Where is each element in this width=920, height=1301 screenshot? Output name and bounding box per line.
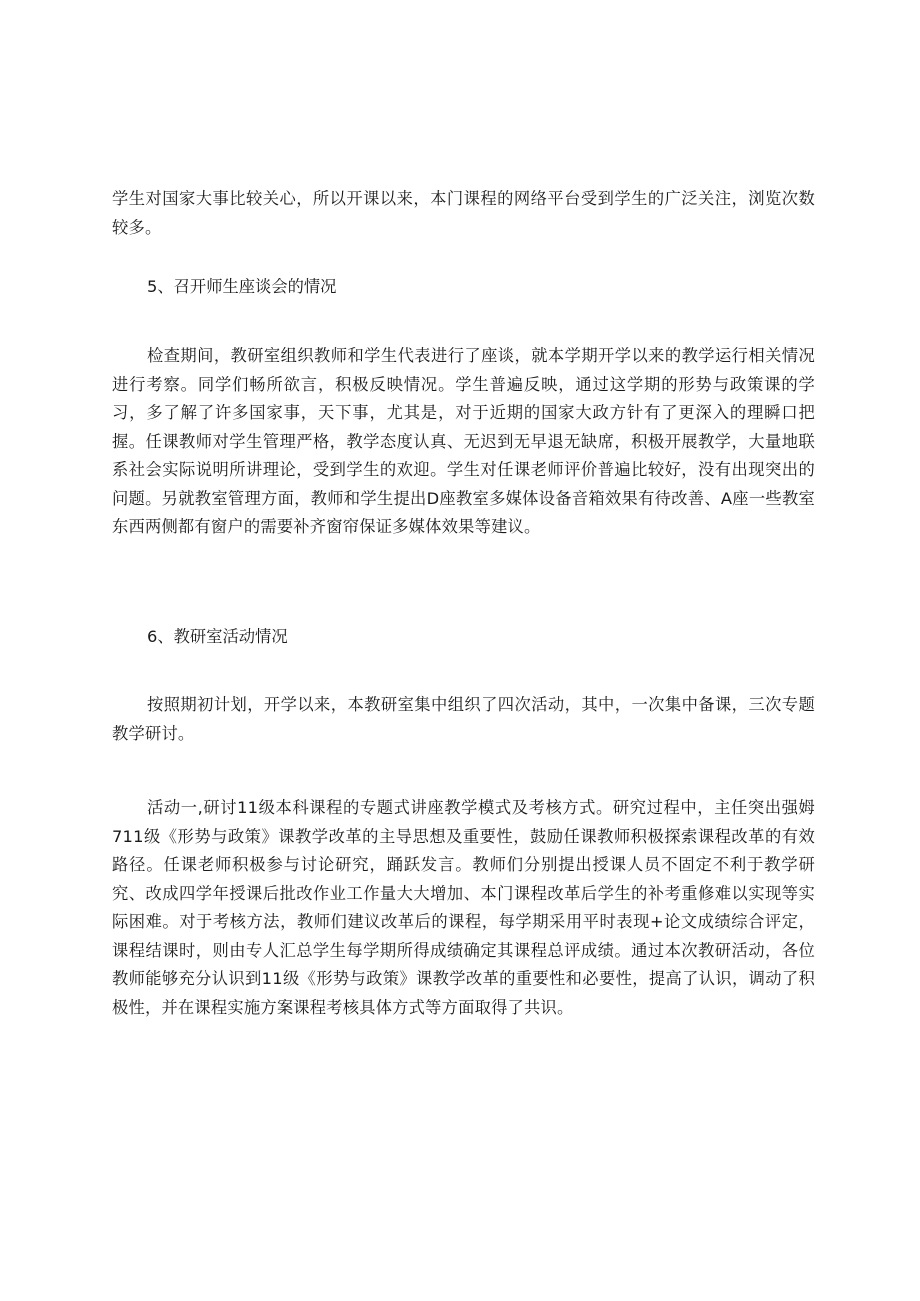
section-heading-5: 5、召开师生座谈会的情况 <box>147 277 337 296</box>
section-heading-6: 6、教研室活动情况 <box>147 627 288 646</box>
paragraph-plan: 按照期初计划，开学以来，本教研室集中组织了四次活动，其中，一次集中备课，三次专题教学研讨。 <box>112 695 815 743</box>
paragraph-intro: 学生对国家大事比较关心，所以开课以来，本门课程的网络平台受到学生的广泛关注，浏览次数较多。 <box>112 189 815 237</box>
document-page <box>112 0 815 1301</box>
paragraph-activity-one: 活动一,研讨11级本科课程的专题式讲座教学模式及考核方式。研究过程中，主任突出强姆711级《形势与政策》课教学改革的主导思想及重要性，鼓励任课教师积极探索课程改革的有效路径。任课老师积极参与讨论研究，踊跃发言。教师们分别提出授课人员不固定不利于教学研究、改成四学年授课后批改作业工作量大大增加、本门课程改革后学生的补考重修难以实现等实际困难。对于考核方法，教师们建议改革后的课程，每学期采用平时表现+论文成绩综合评定，课程结课时，则由专人汇总学生每学期所得成绩确定其课程总评成绩。通过本次教研活动，各位教师能够充分认识到11级《形势与政策》课教学改革的重要性和必要性，提高了认识，调动了积极性，并在课程实施方案课程考核具体方式等方面取得了共识。 <box>112 798 815 1017</box>
paragraph-forum: 检查期间，教研室组织教师和学生代表进行了座谈，就本学期开学以来的教学运行相关情况进行考察。同学们畅所欲言，积极反映情况。学生普遍反映，通过这学期的形势与政策课的学习，多了解了许多国家事，天下事，尤其是，对于近期的国家大政方针有了更深入的理瞬口把握。任课教师对学生管理严格，教学态度认真、无迟到无早退无缺席，积极开展教学，大量地联系社会实际说明所讲理论，受到学生的欢迎。学生对任课老师评价普遍比较好，没有出现突出的问题。另就教室管理方面，教师和学生提出D座教室多媒体设备音箱效果有待改善、A座一些教室东西两侧都有窗户的需要补齐窗帘保证多媒体效果等建议。 <box>112 346 815 536</box>
